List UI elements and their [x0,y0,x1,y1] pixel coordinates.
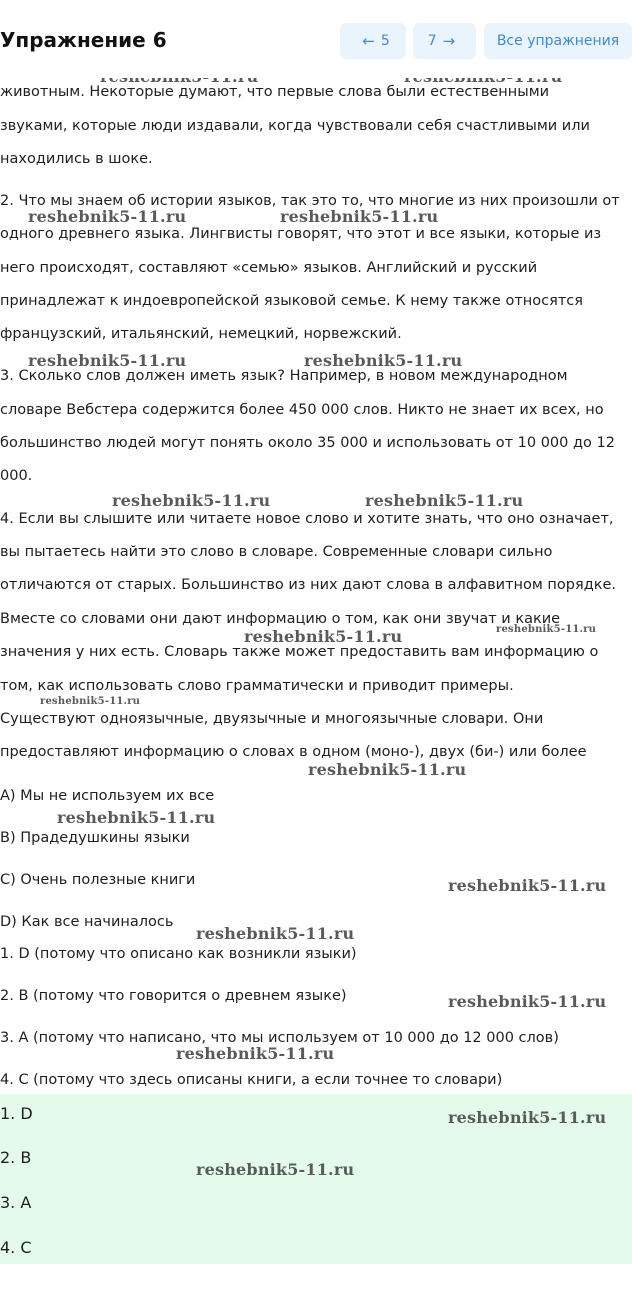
text-line: одного древнего языка. Лингвисты говорят, что этот и все языки, которые из [0,226,602,242]
watermark: reshebnik5-11.ru [28,207,187,226]
watermark: reshebnik5-11.ru [196,1160,355,1179]
text-line: 4. Если вы слышите или читаете новое слово и хотите знать, что оно означает, [0,511,614,527]
text-line: предоставляют информацию о словах в одном (моно-), двух (би-) или более [0,744,587,760]
watermark: reshebnik5-11.ru [448,876,607,895]
all-exercises-button[interactable] [484,23,632,59]
watermark: reshebnik5-11.ru [196,924,355,943]
option-d: D) Как все начиналось [0,914,174,930]
text-line: вы пытаетесь найти это слово в словаре. Современные словари сильно [0,544,553,560]
watermark: reshebnik5-11.ru [448,1108,607,1127]
text-line: принадлежат к индоевропейской языковой семье. К нему также относятся [0,293,583,309]
text-line: 2. Что мы знаем об истории языков, так это то, что многие из них произошли от [0,193,620,209]
answer-item: 1. D [0,1104,33,1123]
option-b: B) Прадедушкины языки [0,830,190,846]
text-line: 3. Сколько слов должен иметь язык? Например, в новом международном [0,368,568,384]
all-exercises-label: Все упражнения [496,33,620,49]
text-line: словаре Вебстера содержится более 450 000 слов. Никто не знает их всех, но [0,402,604,418]
text-line: том, как использовать слово грамматически и приводит примеры. [0,678,514,694]
text-line: звуками, которые люди издавали, когда чувствовали себя счастливыми или [0,118,590,134]
answer-item: 3. A [0,1193,32,1212]
answer-item: 2. B [0,1148,32,1167]
answer-item: 4. C [0,1238,32,1257]
watermark: reshebnik5-11.ru [365,491,524,510]
text-line: Существуют одноязычные, двуязычные и многоязычные словари. Они [0,711,544,727]
text-line: большинство людей могут понять около 35 000 и использовать от 10 000 до 12 [0,435,615,451]
next-exercise-label: 7 [427,33,437,49]
text-line: 000. [0,468,33,484]
watermark: reshebnik5-11.ru [304,351,463,370]
watermark: reshebnik5-11.ru [57,808,216,827]
text-line: значения у них есть. Словарь также может предоставить вам информацию о [0,644,599,660]
next-exercise-button[interactable] [413,23,476,59]
text-line: французский, итальянский, немецкий, норвежский. [0,326,402,342]
exercise-header [0,0,632,78]
watermark: reshebnik5-11.ru [308,760,467,779]
text-line: него происходят, составляют «семью» языков. Английский и русский [0,260,538,276]
option-a: A) Мы не используем их все [0,788,215,804]
prev-exercise-label: 5 [380,33,390,49]
watermark: reshebnik5-11.ru [244,627,403,646]
text-line: отличаются от старых. Большинство из них дают слова в алфавитном порядке. [0,577,617,593]
watermark: reshebnik5-11.ru [40,696,141,707]
option-c: C) Очень полезные книги [0,872,196,888]
watermark: reshebnik5-11.ru [280,207,439,226]
watermark: reshebnik5-11.ru [448,992,607,1011]
watermark: reshebnik5-11.ru [28,351,187,370]
watermark: reshebnik5-11.ru [112,491,271,510]
page-title: Упражнение 6 [0,28,167,52]
explanation-4: 4. C (потому что здесь описаны книги, а если точнее то словари) [0,1072,503,1088]
watermark: reshebnik5-11.ru [496,624,597,635]
text-line: животным. Некоторые думают, что первые слова были естественными [0,84,550,100]
explanation-1: 1. D (потому что описано как возникли языки) [0,946,357,962]
arrow-left-icon: ← [362,32,375,50]
explanation-2: 2. B (потому что говорится о древнем языке) [0,988,347,1004]
watermark: reshebnik5-11.ru [176,1044,335,1063]
prev-exercise-button[interactable] [340,23,406,59]
text-line: Вместе со словами они дают информацию о том, как они звучат и какие [0,611,561,627]
explanation-3: 3. A (потому что написано, что мы используем от 10 000 до 12 000 слов) [0,1030,559,1046]
text-line: находились в шоке. [0,151,153,167]
arrow-right-icon: → [442,32,456,50]
